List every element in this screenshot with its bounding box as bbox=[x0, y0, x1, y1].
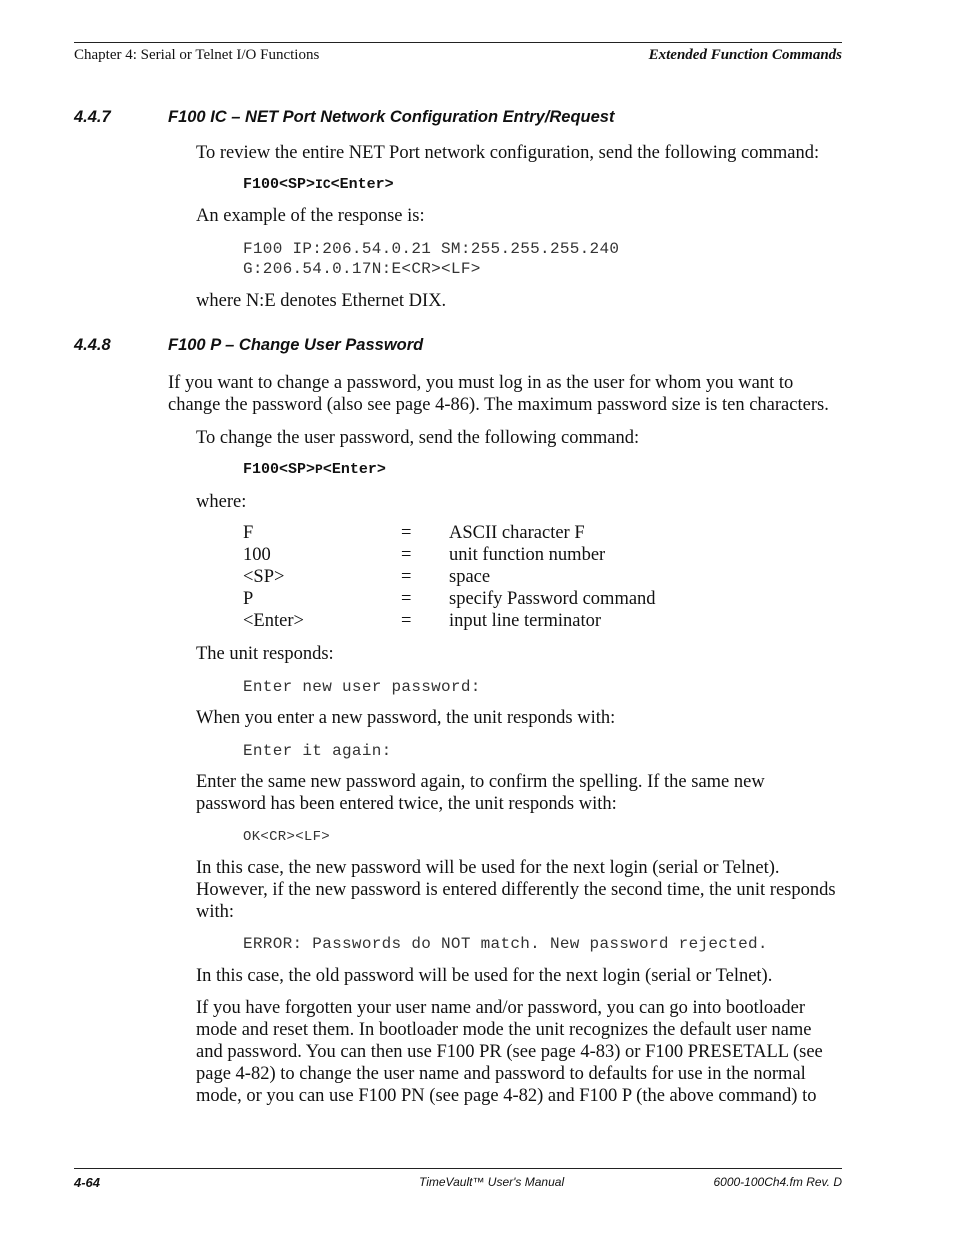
paragraph-line: mode, or you can use F100 PN (see page 4-82) and F100 P (the above command) to bbox=[196, 1086, 817, 1106]
definition-description: specify Password command bbox=[449, 589, 656, 609]
definition-term: <Enter> bbox=[243, 611, 304, 631]
definition-description: unit function number bbox=[449, 545, 606, 565]
definition-term: F bbox=[243, 523, 254, 543]
paragraph-line: mode and reset them. In bootloader mode the unit recognizes the default user name bbox=[196, 1020, 812, 1040]
paragraph-line: In this case, the new password will be used for the next login (serial or Telnet). bbox=[196, 858, 780, 878]
code-line: F100 IP:206.54.0.21 SM:255.255.255.240 bbox=[243, 240, 620, 258]
code-line: Enter it again: bbox=[243, 742, 392, 760]
definition-equals: = bbox=[401, 545, 412, 565]
page-number: 4-64 bbox=[74, 1175, 101, 1190]
command-prefix: F100<SP> bbox=[243, 461, 316, 478]
definition-equals: = bbox=[401, 589, 412, 609]
code-line: G:206.54.0.17N:E<CR><LF> bbox=[243, 260, 481, 278]
paragraph-line: If you have forgotten your user name and/or password, you can go into bootloader bbox=[196, 998, 805, 1018]
paragraph-line: Enter the same new password again, to confirm the spelling. If the same new bbox=[196, 772, 765, 792]
paragraph-line: password has been entered twice, the unit responds with: bbox=[196, 794, 617, 814]
code-line: OK<CR><LF> bbox=[243, 829, 331, 845]
paragraph: where: bbox=[196, 492, 247, 512]
command-line bbox=[243, 461, 386, 478]
command-suffix: <Enter> bbox=[330, 176, 394, 193]
definition-row bbox=[0, 523, 954, 545]
definition-term: P bbox=[243, 589, 254, 609]
header-rule bbox=[74, 42, 842, 43]
command-keyword: P bbox=[315, 462, 323, 477]
paragraph: When you enter a new password, the unit responds with: bbox=[196, 708, 616, 728]
definition-term: <SP> bbox=[243, 567, 285, 587]
paragraph-line: However, if the new password is entered differently the second time, the unit responds bbox=[196, 880, 836, 900]
command-keyword: IC bbox=[315, 177, 331, 192]
definition-description: ASCII character F bbox=[449, 523, 585, 543]
code-line: ERROR: Passwords do NOT match. New password rejected. bbox=[243, 935, 768, 953]
definition-description: input line terminator bbox=[449, 611, 602, 631]
paragraph-line: change the password (also see page 4-86). The maximum password size is ten characters. bbox=[168, 395, 829, 415]
section-number: 4.4.7 bbox=[74, 108, 111, 126]
manual-title: TimeVault™ User's Manual bbox=[419, 1175, 565, 1189]
paragraph: The unit responds: bbox=[196, 644, 334, 664]
paragraph: To review the entire NET Port network configuration, send the following command: bbox=[196, 143, 820, 163]
definition-equals: = bbox=[401, 611, 412, 631]
definition-row bbox=[0, 589, 954, 611]
section-number: 4.4.8 bbox=[74, 336, 111, 354]
running-header-chapter: Chapter 4: Serial or Telnet I/O Functions bbox=[74, 47, 320, 63]
definition-equals: = bbox=[401, 523, 412, 543]
definition-row bbox=[0, 545, 954, 567]
paragraph: An example of the response is: bbox=[196, 206, 425, 226]
running-header-section: Extended Function Commands bbox=[648, 47, 842, 63]
paragraph-line: page 4-82) to change the user name and password to defaults for use in the normal bbox=[196, 1064, 806, 1084]
definition-term: 100 bbox=[243, 545, 271, 565]
section-title: F100 P – Change User Password bbox=[168, 336, 424, 354]
file-revision: 6000-100Ch4.fm Rev. D bbox=[713, 1175, 842, 1189]
paragraph-line: If you want to change a password, you must log in as the user for whom you want to bbox=[168, 373, 794, 393]
definition-row bbox=[0, 611, 954, 633]
code-line: Enter new user password: bbox=[243, 678, 481, 696]
definition-row bbox=[0, 567, 954, 589]
paragraph: In this case, the old password will be used for the next login (serial or Telnet). bbox=[196, 966, 773, 986]
paragraph-line: and password. You can then use F100 PR (see page 4-83) or F100 PRESETALL (see bbox=[196, 1042, 823, 1062]
paragraph: where N:E denotes Ethernet DIX. bbox=[196, 291, 447, 311]
definition-description: space bbox=[449, 567, 491, 587]
section-title: F100 IC – NET Port Network Configuration Entry/Request bbox=[168, 108, 615, 126]
command-suffix: <Enter> bbox=[322, 461, 386, 478]
paragraph-line: with: bbox=[196, 902, 235, 922]
paragraph: To change the user password, send the following command: bbox=[196, 428, 640, 448]
footer-rule bbox=[74, 1168, 842, 1169]
command-prefix: F100<SP> bbox=[243, 176, 316, 193]
command-line bbox=[243, 176, 394, 193]
definition-equals: = bbox=[401, 567, 412, 587]
